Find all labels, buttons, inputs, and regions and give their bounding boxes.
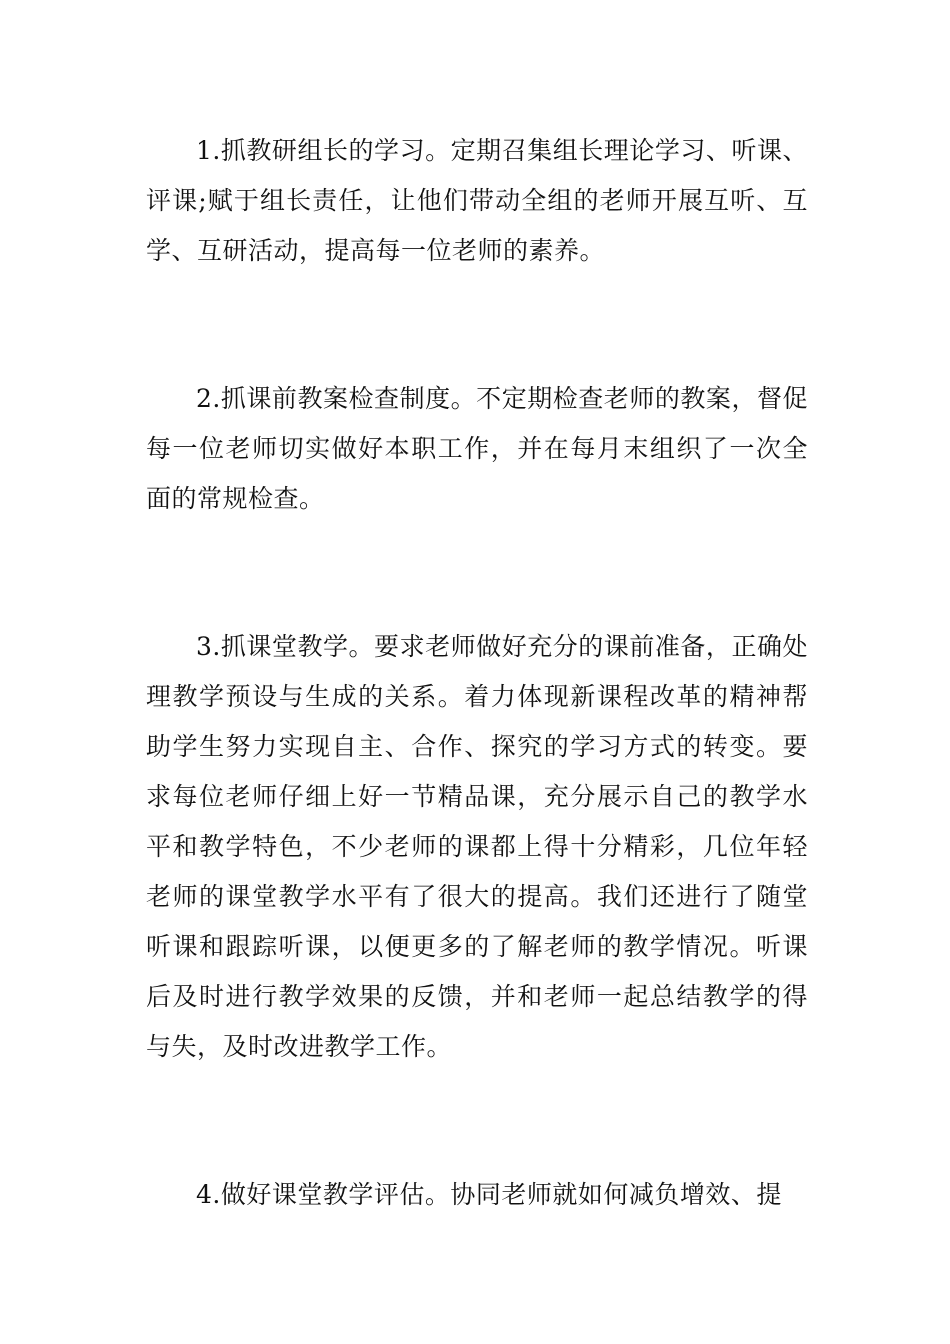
paragraph-2: 2.抓课前教案检查制度。不定期检查老师的教案，督促每一位老师切实做好本职工作，并在每月末组织了一次全面的常规检查。 <box>146 384 808 513</box>
paragraph-1: 1.抓教研组长的学习。定期召集组长理论学习、听课、评课;赋于组长责任，让他们带动全组的老师开展互听、互学、互研活动，提高每一位老师的素养。 <box>146 136 808 265</box>
paragraph-3: 3.抓课堂教学。要求老师做好充分的课前准备，正确处理教学预设与生成的关系。着力体现新课程改革的精神帮助学生努力实现自主、合作、探究的学习方式的转变。要求每位老师仔细上好一节精品课，充分展示自己的教学水平和教学特色，不少老师的课都上得十分精彩，几位年轻老师的课堂教学水平有了很大的提高。我们还进行了随堂听课和跟踪听课，以便更多的了解老师的教学情况。听课后及时进行教学效果的反馈，并和老师一起总结教学的得与失，及时改进教学工作。 <box>146 632 808 1061</box>
paragraph-4: 4.做好课堂教学评估。协同老师就如何减负增效、提 <box>196 1180 782 1209</box>
